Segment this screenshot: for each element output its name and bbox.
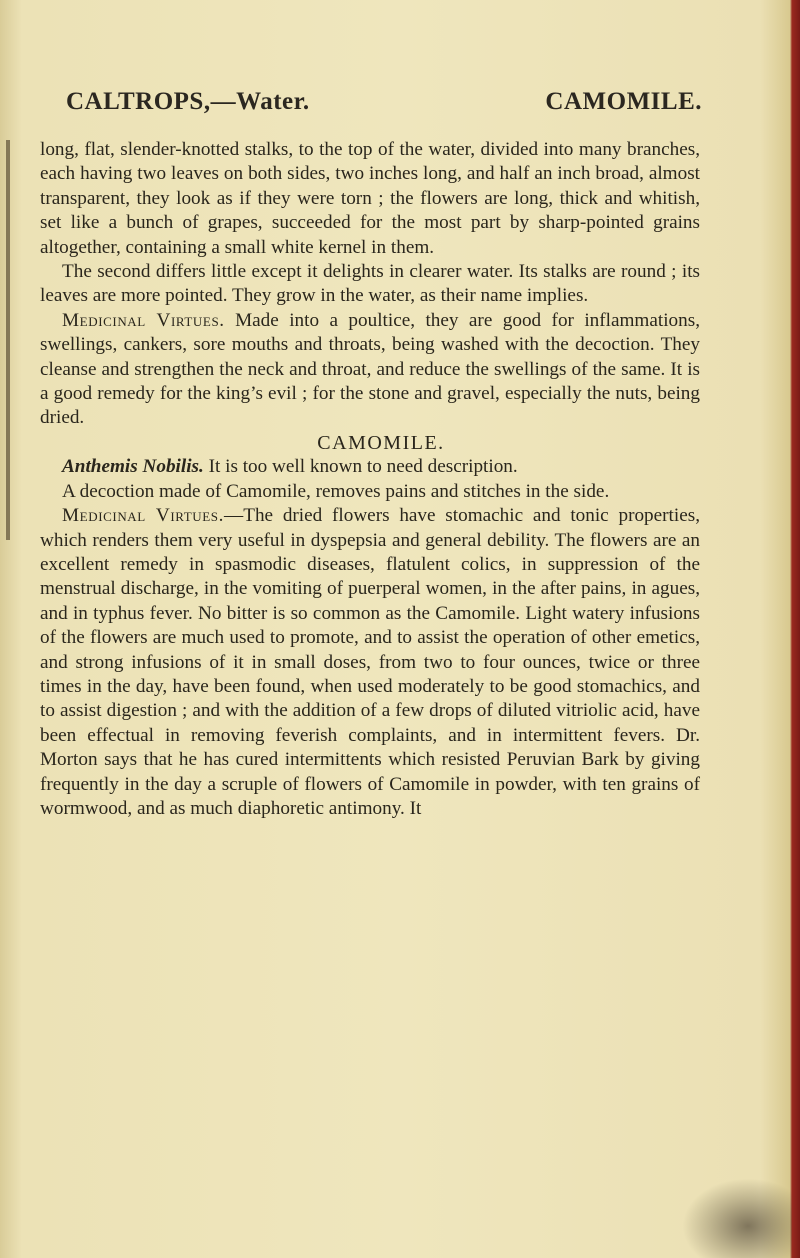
- camomile-paragraph-2: A decoction made of Camomile, removes pains and stitches in the side.: [62, 480, 610, 502]
- running-head-left: CALTROPS,—Water.: [66, 88, 310, 115]
- page-stain: [682, 1178, 792, 1258]
- caltrops-virtues-paragraph: [40, 309, 700, 431]
- camomile-intro-text: It is too well known to need description.: [203, 456, 518, 478]
- camomile-virtues-paragraph: [40, 504, 700, 821]
- camomile-intro-paragraph: [40, 455, 700, 479]
- camomile-section-title: CAMOMILE.: [317, 431, 445, 454]
- page-body: [40, 138, 700, 821]
- caltrops-virtues-text: Made into a poultice, they are good for inflammations, swellings, cankers, sore mouths and throats, being washed with the decoction. They cleanse and strengthen the neck and throat, and reduce the swellings of the same. It is a good remedy for the king’s evil ; for the stone and gravel, especially the nuts, being dried.: [40, 309, 700, 429]
- camomile-virtues-text: —The dried flowers have stomachic and tonic properties, which renders them very useful in dyspepsia and general debility. The flowers are an excellent remedy in spasmodic diseases, flatulent colics, in suppression of the menstrual discharge, in the vomiting of puerperal women, in the after pains, in agues, and in typhus fever. No bitter is so common as the Camomile. Light watery infusions of the flowers are much used to promote, and to assist the operation of other emetics, and strong infusions of it in small doses, from two to four ounces, twice or three times in the day, have been found, when used moderately to be good stomachics, and to assist digestion ; and with the addition of a few drops of diluted vitriolic acid, have been effectual in removing feverish complaints, and in intermittent fevers. Dr. Morton says that he has cured intermittents which resisted Peruvian Bark by giving frequently in the day a scruple of flowers of Camomile in powder, with ten grains of wormwood, and as much diaphoretic antimony. It: [40, 505, 700, 819]
- camomile-latin-name: Anthemis Nobilis.: [62, 456, 204, 478]
- caltrops-virtues-heading: Medicinal Virtues.: [62, 309, 225, 331]
- caltrops-paragraph-1: long, flat, slender-knotted stalks, to the top of the water, divided into many branches, each having two leaves on both sides, two inches long, and half an inch broad, almost transparent, they look as if they were torn ; the flowers are long, thick and whitish, set like a bunch of grapes, succeeded for the most part by sharp-pointed grains altogether, containing a small white kernel in them.: [40, 139, 700, 258]
- margin-shadow: [6, 140, 10, 540]
- camomile-virtues-heading: Medicinal Virtues.: [62, 505, 225, 527]
- running-head: [66, 88, 702, 116]
- caltrops-paragraph-2: The second differs little except it delights in clearer water. Its stalks are round ; its leaves are more pointed. They grow in the water, as their name implies.: [40, 261, 700, 307]
- running-head-right: CAMOMILE.: [545, 88, 702, 115]
